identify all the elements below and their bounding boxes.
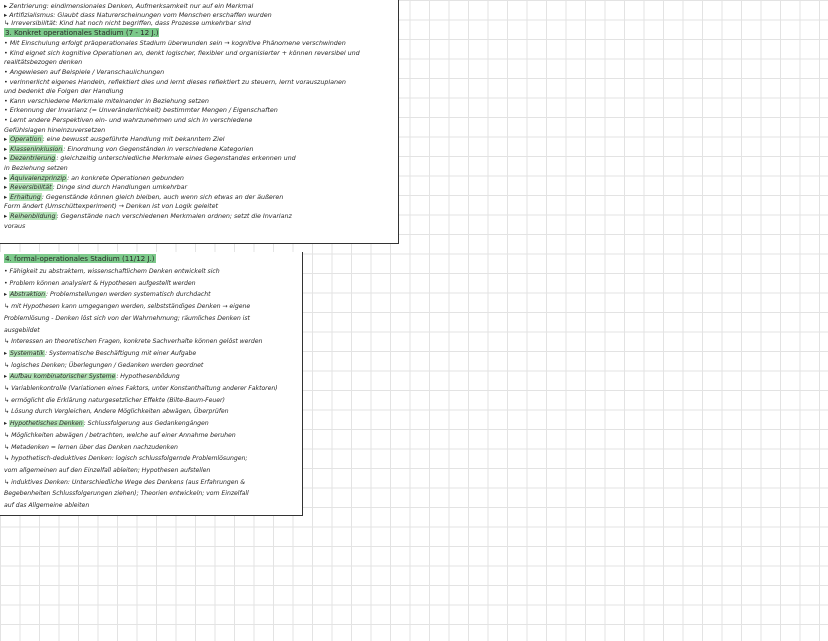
note-text: realitätsbezogen denken — [4, 58, 83, 67]
bullet-icon: ▸ — [4, 10, 10, 19]
note-line — [4, 455, 247, 463]
heading-text: 4. formal-operationales Stadium (11/12 J.) — [5, 254, 155, 263]
highlighted-term: Dezentrierung — [10, 154, 56, 163]
bullet-icon: ▸ — [4, 135, 10, 144]
bullet-icon: ▸ — [4, 2, 10, 10]
note-line — [4, 126, 105, 134]
bullet-icon: ▸ — [4, 192, 10, 201]
note-line — [4, 432, 236, 440]
bullet-icon: ↳ — [4, 385, 12, 392]
section-heading-stage-4 — [4, 255, 156, 263]
bullet-icon: ▸ — [4, 349, 9, 357]
note-text: Mit Einschulung erfolgt präoperationales Stadium überwunden sein → kognitive Phänomene verschwinden — [9, 39, 346, 48]
note-text: mit Hypothesen kann umgegangen werden, selbstständiges Denken → eigene — [11, 303, 251, 311]
note-line — [4, 97, 209, 105]
highlighted-term: Reversibilität — [10, 183, 52, 192]
note-line — [4, 490, 249, 498]
note-text: induktives Denken: Unterschiedliche Wege des Denkens (aus Erfahrungen & — [11, 478, 246, 486]
highlighted-term: Hypothetisches Denken — [9, 420, 83, 428]
bullet-icon: ↳ — [4, 408, 12, 416]
note-line — [4, 11, 272, 19]
note-line — [4, 502, 89, 510]
note-line — [4, 212, 292, 220]
note-line — [4, 222, 25, 230]
note-text: : Dinge sind durch Handlungen umkehrbar — [52, 183, 188, 192]
note-line — [4, 58, 82, 66]
bullet-icon: ↳ — [4, 478, 12, 486]
note-text: in Beziehung setzen — [4, 163, 68, 172]
bullet-icon: • — [4, 39, 10, 48]
note-text: hypothetisch-deduktives Denken: logisch schlussfolgernde Problemlösungen; — [11, 455, 248, 463]
note-line — [4, 19, 251, 27]
note-text: : Systematische Beschäftigung mit einer Aufgabe — [45, 349, 197, 357]
heading-text: 3. Konkret operationales Stadium (7 - 12 J.) — [5, 28, 159, 38]
note-text: : gleichzeitig unterschiedliche Merkmale eines Gegenstandes erkennen und — [56, 154, 296, 163]
note-card-stage-4 — [0, 252, 303, 516]
note-line — [4, 183, 187, 191]
note-line — [4, 202, 218, 210]
note-line — [4, 145, 253, 153]
note-text: logisches Denken; Überlegungen / Gedanken werden geordnet — [11, 361, 204, 369]
bullet-icon: • — [4, 115, 10, 124]
note-line — [4, 2, 253, 10]
highlighted-term: Aufbau kombinatorischer Systeme — [9, 373, 116, 381]
note-text: verinnerlicht eigenes Handeln, reflektiert dies und lernt dieses reflektiert zu steuern, lernt vorauszuplanen — [9, 77, 346, 86]
note-line — [4, 303, 250, 311]
note-text: Variablenkontrolle (Variationen eines Faktors, unter Konstanthaltung anderer Faktoren) — [11, 385, 278, 392]
note-line — [4, 408, 229, 416]
highlighted-term: Abstraktion — [9, 291, 46, 299]
note-line — [4, 87, 123, 95]
bullet-icon: ↳ — [4, 303, 12, 311]
bullet-icon: ↳ — [4, 19, 12, 28]
note-text: Lernt andere Perspektiven ein- und wahrzunehmen und sich in verschiedene — [9, 115, 253, 124]
section-heading-stage-3 — [4, 29, 159, 37]
bullet-icon: • — [4, 106, 10, 115]
note-line — [4, 268, 220, 276]
bullet-icon: ↳ — [4, 361, 12, 369]
note-line — [4, 338, 262, 346]
bullet-icon: ↳ — [4, 396, 12, 404]
note-line — [4, 373, 180, 381]
highlighted-term: Reihenbildung — [10, 211, 56, 220]
note-line — [4, 479, 245, 487]
note-text: : Problemstellungen werden systematisch durchdacht — [46, 291, 211, 299]
note-text: : eine bewusst ausgeführte Handlung mit bekanntem Ziel — [42, 135, 225, 144]
bullet-icon: • — [4, 96, 10, 105]
note-line — [4, 362, 203, 370]
note-text: und bedenkt die Folgen der Handlung — [4, 87, 124, 96]
note-line — [4, 315, 250, 323]
bullet-icon: ▸ — [4, 291, 9, 299]
note-line — [4, 420, 209, 428]
bullet-icon: • — [4, 268, 10, 275]
note-line — [4, 467, 210, 475]
note-line — [4, 397, 225, 405]
note-line — [4, 291, 211, 299]
note-text: : Schlussfolgerung aus Gedankengängen — [83, 420, 209, 428]
note-line — [4, 280, 196, 288]
note-line — [4, 164, 68, 172]
bullet-icon: ↳ — [4, 431, 12, 439]
note-text: ermöglicht die Erklärung naturgesetzlicher Effekte (Bilte-Baum-Feuer) — [11, 396, 225, 404]
highlighted-term: Äquivalenzprinzip — [10, 173, 67, 182]
note-text: : Gegenstände können gleich bleiben, auch wenn sich etwas an der äußeren — [41, 192, 284, 201]
note-line — [4, 350, 196, 358]
bullet-icon: ▸ — [4, 211, 10, 220]
bullet-icon: ▸ — [4, 420, 9, 428]
bullet-icon: ▸ — [4, 144, 10, 153]
note-text: vom allgemeinen auf den Einzelfall ableiten; Hypothesen aufstellen — [4, 466, 211, 474]
note-line — [4, 174, 184, 182]
highlighted-term: Erhaltung — [10, 192, 41, 201]
note-text: : Gegenstände nach verschiedenen Merkmalen ordnen; setzt die Invarianz — [56, 211, 292, 220]
note-text: Irreversibilität: Kind hat noch nicht begriffen, dass Prozesse umkehrbar sind — [11, 19, 251, 28]
note-text: : an konkrete Operationen gebunden — [67, 173, 184, 182]
note-text: Problemlösung - Denken löst sich von der Wahrnehmung; räumliches Denken ist — [4, 314, 250, 322]
bullet-icon: • — [4, 77, 10, 86]
note-line — [4, 106, 278, 114]
note-line — [4, 385, 278, 393]
note-line — [4, 193, 283, 201]
note-text: : Hypothesenbildung — [116, 373, 180, 381]
highlighted-term: Klasseninklusion — [10, 144, 63, 153]
note-text: : Einordnung von Gegenständen in verschiedene Kategorien — [63, 144, 254, 153]
bullet-icon: ↳ — [4, 455, 12, 463]
bullet-icon: ▸ — [4, 373, 9, 381]
note-line — [4, 78, 346, 86]
note-text: Angewiesen auf Beispiele / Veranschaulichungen — [9, 67, 165, 76]
note-text: Gefühlslagen hineinzuversetzen — [4, 125, 106, 134]
bullet-icon: • — [4, 48, 10, 57]
note-text: Erkennung der Invarianz (= Unveränderlichkeit) bestimmter Mengen / Eigenschaften — [9, 106, 278, 115]
note-text: Interessen an theoretischen Fragen, konkrete Sachverhalte können gelöst werden — [11, 338, 263, 346]
note-line — [4, 49, 360, 57]
highlighted-term: Systematik — [9, 349, 45, 357]
note-text: voraus — [4, 221, 26, 230]
bullet-icon: • — [4, 279, 10, 287]
note-card-stage-3 — [0, 0, 399, 244]
note-text: Möglichkeiten abwägen / betrachten, welche auf einer Annahme beruhen — [11, 431, 236, 439]
note-text: Metadenken = lernen über das Denken nachzudenken — [11, 443, 178, 451]
note-line — [4, 444, 178, 452]
note-text: Fähigkeit zu abstraktem, wissenschaftlichem Denken entwickelt sich — [9, 268, 220, 275]
note-text: Zentrierung: eindimensionales Denken, Aufmerksamkeit nur auf ein Merkmal — [9, 2, 254, 10]
bullet-icon: ↳ — [4, 443, 12, 451]
bullet-icon: ▸ — [4, 183, 10, 192]
note-line — [4, 327, 40, 335]
note-text: Lösung durch Vergleichen, Andere Möglichkeiten abwägen, Überprüfen — [11, 408, 229, 416]
note-text: Form ändert (Umschüttexperiment) → Denken ist von Logik geleitet — [4, 202, 218, 211]
note-text: Problem können analysiert & Hypothesen aufgestellt werden — [9, 279, 196, 287]
note-text: Artifizialismus: Glaubt dass Naturerscheinungen vom Menschen erschaffen wurden — [9, 10, 272, 19]
note-text: Kind eignet sich kognitive Operationen an, denkt logischer, flexibler und organisierter + können reversibel und — [9, 48, 360, 57]
note-line — [4, 39, 346, 47]
bullet-icon: ▸ — [4, 173, 10, 182]
highlighted-term: Operation — [10, 135, 42, 144]
note-text: ausgebildet — [4, 326, 40, 334]
bullet-icon: • — [4, 67, 10, 76]
note-text: auf das Allgemeine ableiten — [4, 502, 90, 509]
bullet-icon: ↳ — [4, 338, 12, 346]
note-text: Kann verschiedene Merkmale miteinander in Beziehung setzen — [9, 96, 209, 105]
note-line — [4, 68, 164, 76]
bullet-icon: ▸ — [4, 154, 10, 163]
note-line — [4, 135, 225, 143]
note-line — [4, 154, 296, 162]
note-text: Begebenheiten Schlussfolgerungen ziehen); Theorien entwickeln; vom Einzelfall — [4, 490, 249, 498]
note-line — [4, 116, 252, 124]
